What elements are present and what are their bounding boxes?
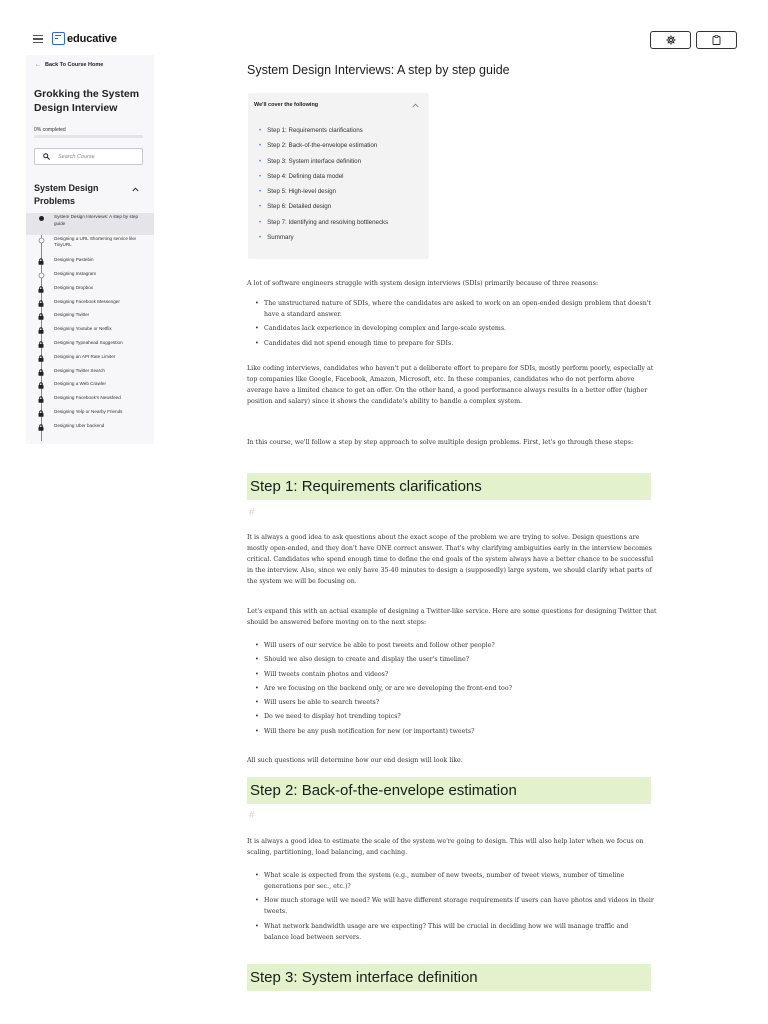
list-item: • Will users be able to search tweets? bbox=[255, 697, 655, 708]
toc-item[interactable]: • Step 7: Identifying and resolving bottlenecks bbox=[259, 219, 388, 234]
lesson-label: Designing Youtube or Netflix bbox=[54, 326, 112, 332]
lesson-label: Designing a Web Crawler bbox=[54, 381, 107, 387]
intro-paragraph: A lot of software engineers struggle with system design interviews (SDIs) primarily because of three reasons: bbox=[247, 280, 599, 287]
arrow-left-icon: ← bbox=[35, 62, 41, 68]
step1-bullets bbox=[255, 640, 655, 740]
list-item: • What scale is expected from the system (e.g., number of new tweets, number of tweet views, number of timeline generations per sec., etc.)? bbox=[255, 870, 655, 892]
toc-heading: We'll cover the following bbox=[254, 102, 319, 108]
step2-bullets bbox=[255, 870, 655, 946]
toc-item[interactable]: • Step 1: Requirements clarifications bbox=[259, 127, 388, 142]
list-item: • Will there be any push notification for new (or important) tweets? bbox=[255, 726, 655, 737]
lesson-label: Designing Twitter bbox=[54, 312, 90, 318]
list-item: • Do we need to display hot trending topics? bbox=[255, 711, 655, 722]
list-item: • The unstructured nature of SDIs, where the candidates are asked to work on an open-ended design problem that doesn't have a standard answer. bbox=[255, 298, 655, 320]
toc-item[interactable]: • Step 2: Back-of-the-envelope estimation bbox=[259, 142, 388, 157]
anchor-link[interactable]: # bbox=[249, 507, 255, 518]
list-item: • Will users of our service be able to post tweets and follow other people? bbox=[255, 640, 655, 651]
step2-heading: Step 2: Back-of-the-envelope estimation bbox=[247, 777, 651, 804]
toc-list bbox=[259, 127, 388, 249]
chevron-up-icon[interactable] bbox=[412, 103, 419, 108]
back-link-label: Back To Course Home bbox=[45, 62, 104, 68]
list-item: • How much storage will we need? We will have different storage requirements if users can have photos and videos in their tweets. bbox=[255, 895, 655, 917]
step3-heading: Step 3: System interface definition bbox=[247, 964, 651, 991]
paragraph: In this course, we'll follow a step by step approach to solve multiple design problems. First, let's go through these steps: bbox=[247, 439, 634, 446]
page-title: System Design Interviews: A step by step guide bbox=[247, 63, 510, 77]
lesson-label: Designing Typeahead Suggestion bbox=[54, 339, 123, 345]
toc-item[interactable]: • Step 4: Defining data model bbox=[259, 173, 388, 188]
list-item: • Are we focusing on the backend only, or are we developing the front-end too? bbox=[255, 683, 655, 694]
list-item: • Will tweets contain photos and videos? bbox=[255, 669, 655, 680]
paragraph: It is always a good idea to ask questions about the exact scope of the problem we are trying to solve. Design questions are mostly open-ended, and they don't have ONE correct answer. That's why clarifying ambiguities early in the interview becomes critical. Candidates who spend enough time to define the end goals of the system always have a better chance to be successful in the interview. Also, since we only have 35-40 minutes to design a (supposedly) large system, we should clarify what parts of the system we will be focusing on. bbox=[247, 534, 654, 585]
lesson-label: Designing Instagram bbox=[54, 270, 97, 276]
list-item: • What network bandwidth usage are we expecting? This will be crucial in deciding how we will manage traffic and balance load between servers. bbox=[255, 921, 655, 943]
list-item: • Candidates did not spend enough time to prepare for SDIs. bbox=[255, 338, 655, 349]
anchor-link[interactable]: # bbox=[249, 810, 255, 821]
lesson-label: Designing an API Rate Limiter bbox=[54, 353, 116, 359]
list-item: • Should we also design to create and display the user's timeline? bbox=[255, 654, 655, 665]
toc-item[interactable]: • Step 6: Detailed design bbox=[259, 203, 388, 218]
logo-text: educative bbox=[67, 32, 117, 45]
lesson-label: Designing Uber backend bbox=[54, 422, 105, 428]
section-title: System Design Problems bbox=[34, 183, 99, 206]
step1-heading: Step 1: Requirements clarifications bbox=[247, 473, 651, 500]
lesson-label: Designing Facebook Messenger bbox=[54, 298, 120, 304]
lesson-label: Designing Pastebin bbox=[54, 257, 94, 263]
lesson-label: Designing a URL Shortening service like TinyURL bbox=[54, 235, 137, 248]
paragraph: All such questions will determine how our end design will look like. bbox=[247, 757, 463, 764]
course-title: Grokking the System Design Interview bbox=[34, 88, 140, 114]
paragraph: It is always a good idea to estimate the scale of the system we're going to design. This will also help later when we focus on scaling, partitioning, load balancing, and caching. bbox=[247, 838, 644, 856]
paragraph: Like coding interviews, candidates who haven't put a deliberate effort to prepare for SDIs, mostly perform poorly, especially at top companies like Google, Facebook, Amazon, Microsoft, etc. In these companies, candidates who do not perform above average have a limited chance to get an offer. On the other hand, a good performance always results in a better offer (higher position and salary) since it shows the candidate's ability to handle a complex system. bbox=[247, 365, 654, 405]
lesson-label: Designing Yelp or Nearby Friends bbox=[54, 408, 123, 414]
intro-bullets bbox=[255, 298, 655, 352]
list-item: • Candidates lack experience in developing complex and large-scale systems. bbox=[255, 323, 655, 334]
lesson-label: Designing Dropbox bbox=[54, 284, 94, 290]
toc-item[interactable]: • Step 3: System interface definition bbox=[259, 158, 388, 173]
lesson-label: System Design Interviews: A step by step guide bbox=[54, 214, 139, 226]
paragraph: Let's expand this with an actual example of designing a Twitter-like service. Here are some questions for designing Twitter that should be answered before moving on to the next steps: bbox=[247, 608, 657, 626]
lesson-label: Designing Twitter Search bbox=[54, 367, 105, 373]
progress-text: 0% completed bbox=[34, 127, 66, 133]
toc-item[interactable]: • Step 5: High-level design bbox=[259, 188, 388, 203]
table-of-contents bbox=[248, 93, 429, 259]
toc-item[interactable]: • Summary bbox=[259, 234, 388, 249]
lesson-label: Designing Facebook's Newsfeed bbox=[54, 395, 121, 401]
